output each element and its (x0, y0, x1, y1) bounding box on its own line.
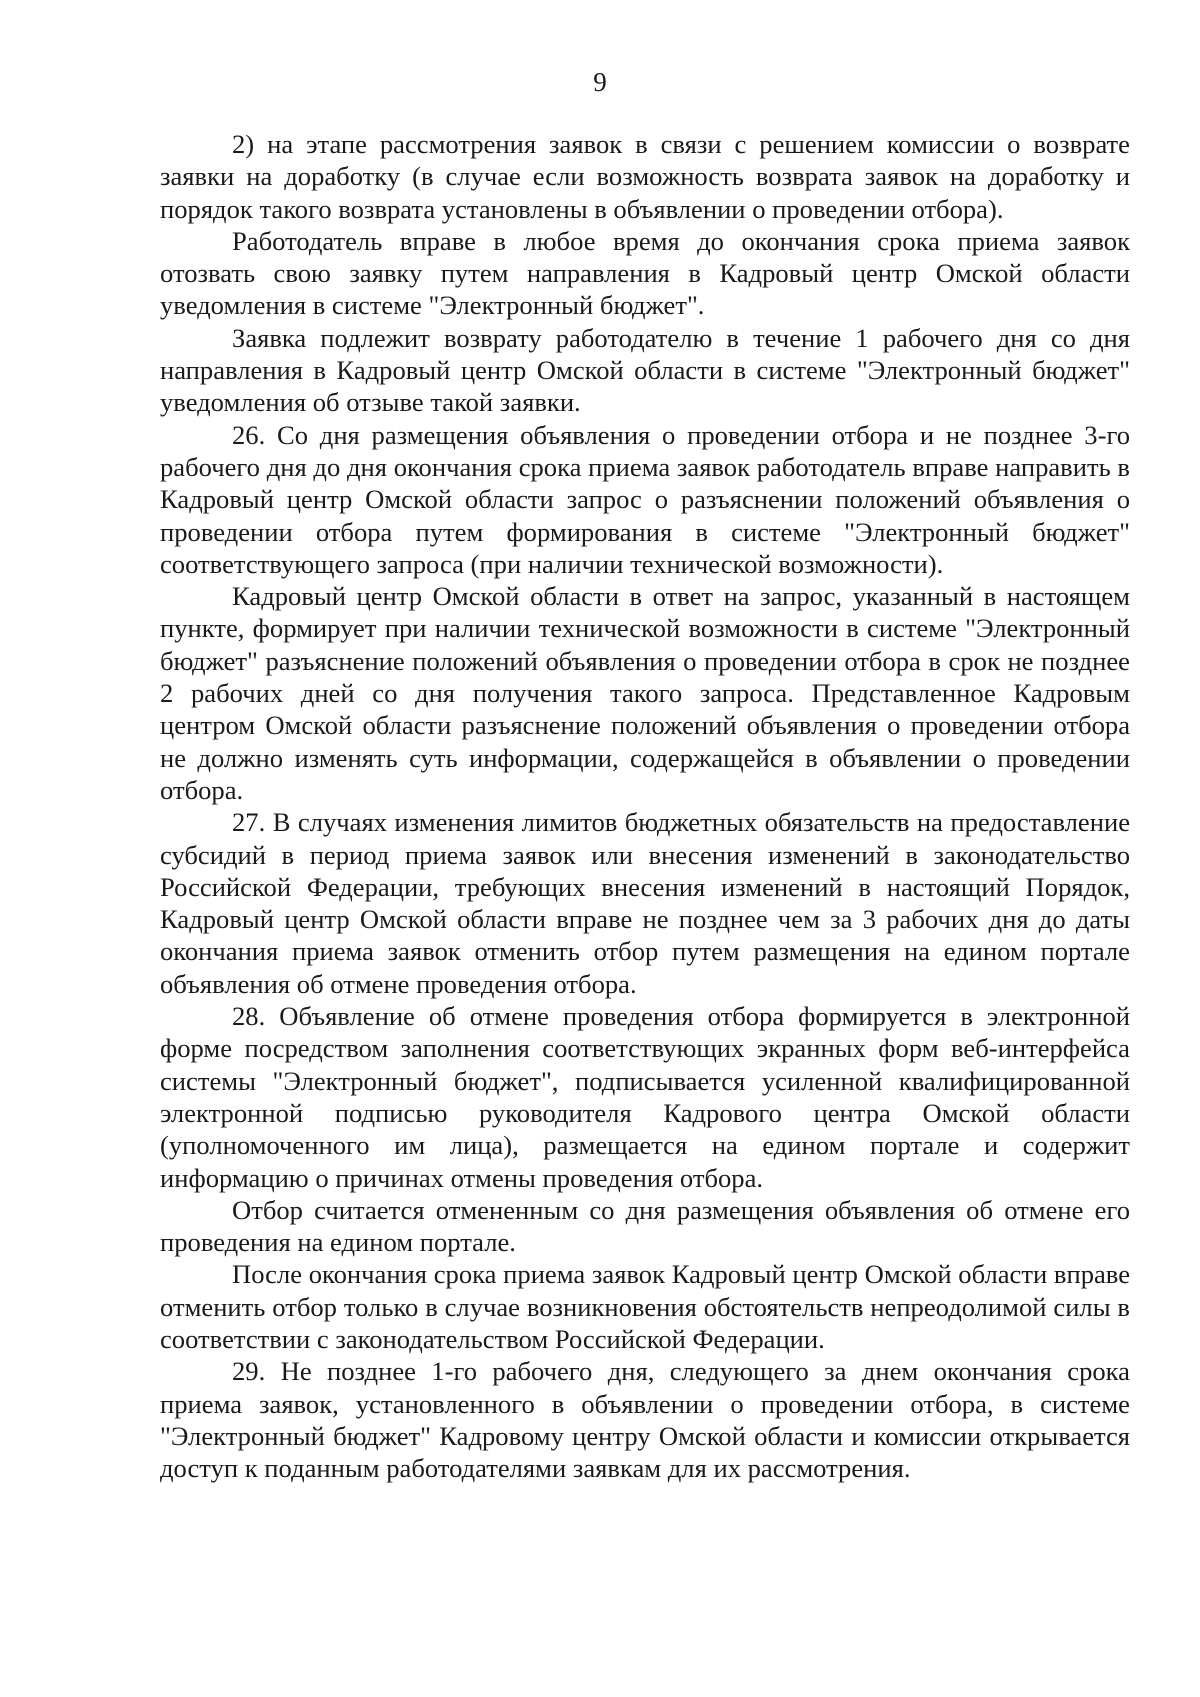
paragraph-clarification: Кадровый центр Омской области в ответ на запрос, указанный в настоящем пункте, формирует при наличии технической возможности в системе "Электронный бюджет" разъяснение положений объявления о проведении отбора в срок не позднее 2 рабочих дней со дня получения такого запроса. Представленное Кадровым центром Омской области разъяснение положений объявления о проведении отбора не должно изменять суть информации, содержащейся в объявлении о проведении отбора. (160, 581, 1130, 805)
paragraph-clause-26: 26. Со дня размещения объявления о проведении отбора и не позднее 3-го рабочего дня до дня окончания срока приема заявок работодатель вправе направить в Кадровый центр Омской области запрос о разъяснении положений объявления о проведении отбора путем формирования в системе "Электронный бюджет" соответствующего запроса (при наличии технической возможности). (160, 419, 1130, 579)
paragraph-return-for-revision: 2) на этапе рассмотрения заявок в связи с решением комиссии о возврате заявки на доработку (в случае если возможность возврата заявок на доработку и порядок такого возврата установлены в объявлении о проведении отбора). (160, 129, 1130, 224)
paragraph-clause-29: 29. Не позднее 1-го рабочего дня, следующего за днем окончания срока приема заявок, установленного в объявлении о проведении отбора, в системе "Электронный бюджет" Кадровому центру Омской области и комиссии открывается доступ к поданным работодателями заявкам для их рассмотрения. (160, 1356, 1130, 1484)
page-number: 9 (593, 67, 607, 97)
paragraph-clause-28: 28. Объявление об отмене проведения отбора формируется в электронной форме посредством заполнения соответствующих экранных форм веб-интерфейса системы "Электронный бюджет", подписывается усиленной квалифицированной электронной подписью руководителя Кадрового центра Омской области (уполномоченного им лица), размещается на едином портале и содержит информацию о причинах отмены проведения отбора. (160, 1001, 1130, 1193)
paragraph-application-return: Заявка подлежит возврату работодателю в течение 1 рабочего дня со дня направления в Кадровый центр Омской области в системе "Электронный бюджет" уведомления об отзыве такой заявки. (160, 322, 1130, 418)
paragraph-force-majeure: После окончания срока приема заявок Кадровый центр Омской области вправе отменить отбор только в случае возникновения обстоятельств непреодолимой силы в соответствии с законодательством Российской Федерации. (160, 1259, 1130, 1354)
paragraph-clause-27: 27. В случаях изменения лимитов бюджетных обязательств на предоставление субсидий в период приема заявок или внесения изменений в законодательство Российской Федерации, требующих внесения изменений в настоящий Порядок, Кадровый центр Омской области вправе не позднее чем за 3 рабочих дня до даты окончания приема заявок отменить отбор путем размещения на едином портале объявления об отмене проведения отбора. (160, 807, 1130, 999)
document-body (160, 128, 1130, 1484)
paragraph-selection-cancelled: Отбор считается отмененным со дня размещения объявления об отмене его проведения на едином портале. (160, 1194, 1130, 1258)
paragraph-withdraw-application: Работодатель вправе в любое время до окончания срока приема заявок отозвать свою заявку путем направления в Кадровый центр Омской области уведомления в системе "Электронный бюджет". (160, 225, 1130, 321)
